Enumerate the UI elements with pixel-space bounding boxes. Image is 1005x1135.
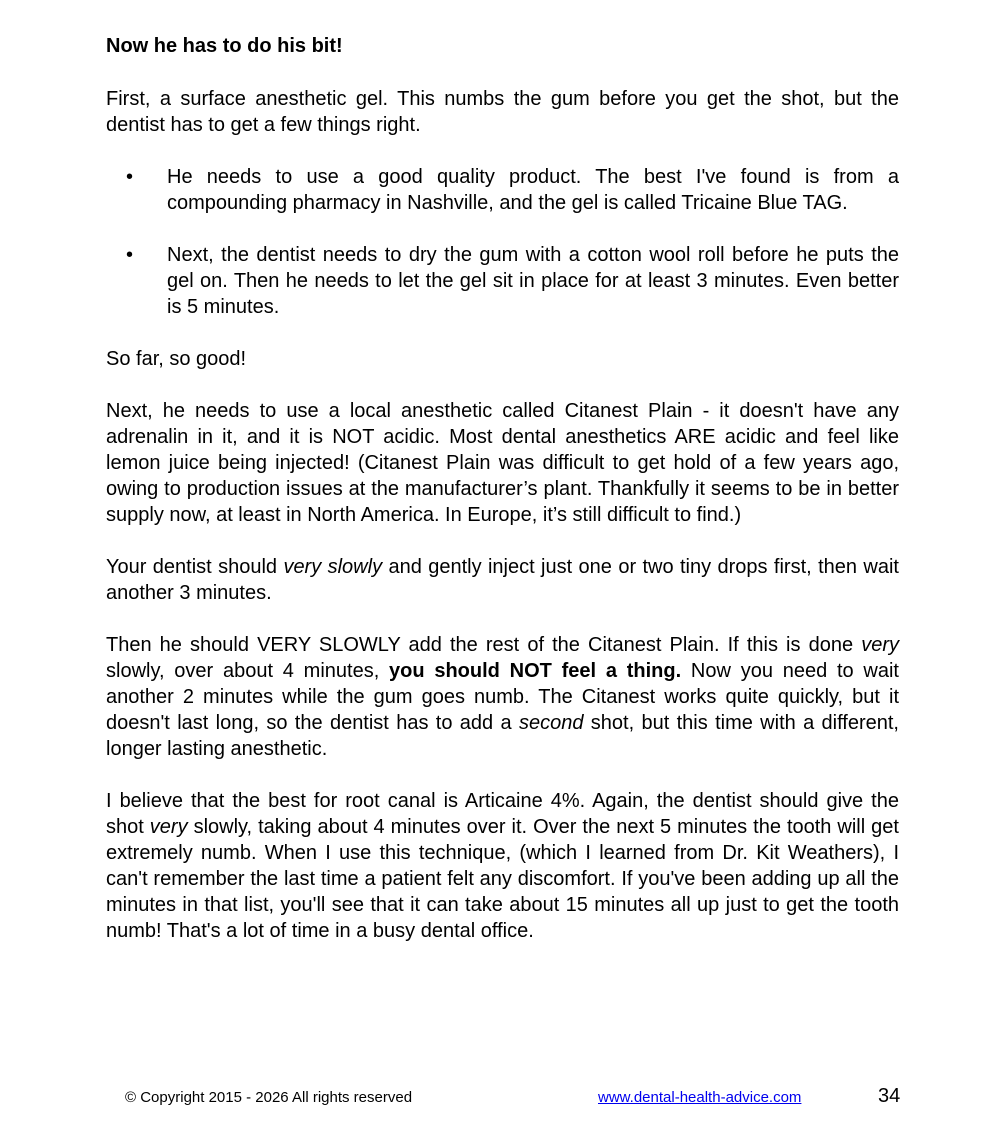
list-item-text: He needs to use a good quality product. The best I've found is from a compounding pharmacy in Nashville, and the gel is called Tricaine Blue TAG. xyxy=(167,166,899,214)
emphasis: very xyxy=(861,634,899,656)
text: slowly, taking about 4 minutes over it. Over the next 5 minutes the tooth will get extremely numb. When I use this technique, (which I learned from Dr. Kit Weathers), I can't remember the last time a patient felt any discomfort. If you've been adding up all the minutes in that list, you'll see that it can take about 15 minutes all up just to get the tooth numb! That's a lot of time in a busy dental office. xyxy=(106,816,899,942)
list-item-text: Next, the dentist needs to dry the gum with a cotton wool roll before he puts the gel on. Then he needs to let the gel sit in place for at least 3 minutes. Even better is 5 minutes. xyxy=(167,244,899,318)
text: shot, but this time with a different, longer lasting anesthetic. xyxy=(106,712,899,760)
bullet-icon: • xyxy=(126,166,134,188)
paragraph-rest-of-citanest xyxy=(106,632,899,762)
paragraph-inject-slowly xyxy=(106,554,899,606)
paragraph-surface-gel: First, a surface anesthetic gel. This numbs the gum before you get the shot, but the dentist has to get a few things right. xyxy=(106,88,899,136)
emphasis: very slowly xyxy=(283,556,383,578)
copyright-text: © Copyright 2015 - 2026 All rights reserved xyxy=(125,1089,413,1106)
bold-text: you should NOT feel a thing. xyxy=(389,660,682,682)
section-heading: Now he has to do his bit! xyxy=(106,35,343,57)
emphasis: very xyxy=(149,816,188,838)
text: Now you need to wait another 2 minutes while the gum goes numb. The Citanest works quite quickly, but it doesn't last long, so the dentist has to add a xyxy=(106,660,899,734)
list-item xyxy=(106,164,899,216)
paragraph-so-far: So far, so good! xyxy=(106,348,247,370)
page-body xyxy=(106,33,899,970)
website-link[interactable]: www.dental-health-advice.com xyxy=(598,1089,802,1106)
page-number: 34 xyxy=(878,1085,901,1107)
paragraph-citanest: Next, he needs to use a local anesthetic called Citanest Plain - it doesn't have any adrenalin in it, and it is NOT acidic. Most dental anesthetics ARE acidic and feel like lemon juice being injected! (Citanest Plain was difficult to get hold of a few years ago, owing to production issues at the manufacturer’s plant. Thankfully it seems to be in better supply now, at least in North America. In Europe, it’s still difficult to find.) xyxy=(106,400,899,526)
text: slowly, over about 4 minutes, xyxy=(106,660,390,682)
paragraph-articaine xyxy=(106,788,899,944)
text: Then he should VERY SLOWLY add the rest of the Citanest Plain. If this is done xyxy=(106,634,862,656)
emphasis: second xyxy=(518,712,584,734)
bullet-icon: • xyxy=(126,244,134,266)
text: and gently inject just one or two tiny drops first, then wait another 3 minutes. xyxy=(106,556,899,604)
text: Your dentist should xyxy=(106,556,284,578)
list-item xyxy=(106,242,899,320)
bullet-list xyxy=(106,164,899,320)
text: I believe that the best for root canal is Articaine 4%. Again, the dentist should give the shot xyxy=(106,790,899,838)
